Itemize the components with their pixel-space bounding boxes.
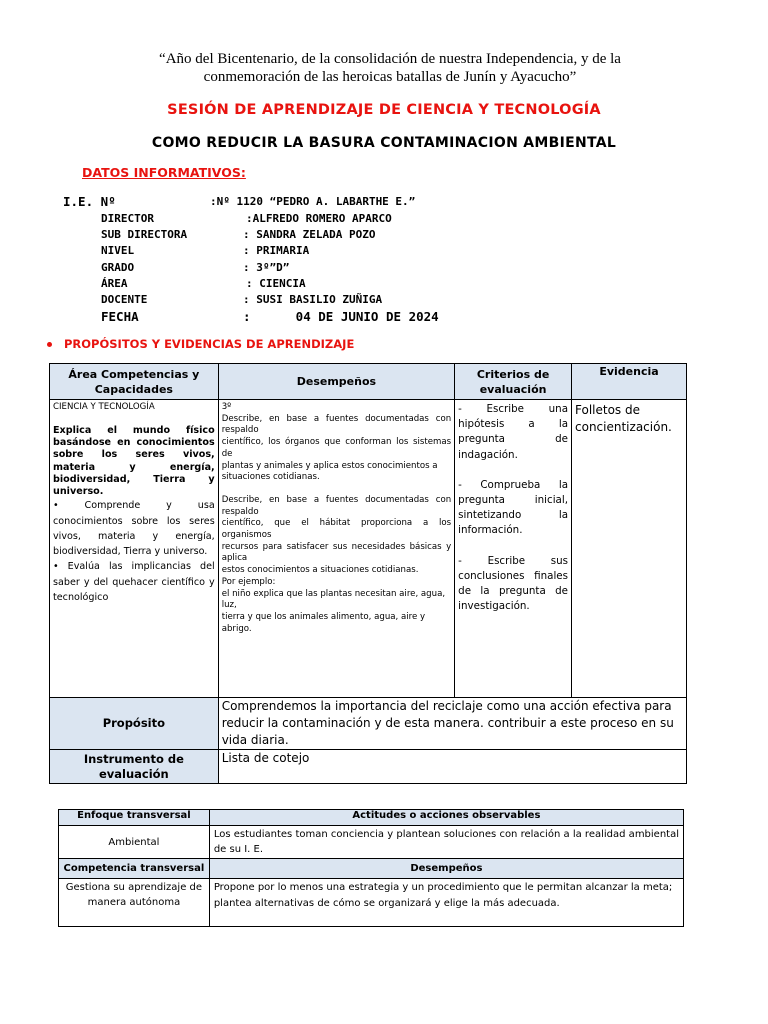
info-value-docente: : SUSI BASILIO ZUÑIGA [243,293,383,306]
motto-line-2: conmemoración de las heroicas batallas de Junín y Ayacucho” [203,69,577,85]
perf2-line: científico, que el hábitat proporciona a los organismos [221,518,452,541]
transversal-table [58,809,684,927]
evidence-cell [572,400,687,698]
perf2-line: estos conocimientos a situaciones cotidianas. [221,565,419,576]
info-value-subdirectora: : SANDRA ZELADA POZO [243,228,376,241]
section-label-datos: DATOS INFORMATIVOS: [82,165,246,180]
header-area: Área Competencias y Capacidades [50,364,219,400]
perf1-line: Describe, en base a fuentes documentadas con respaldo [221,413,452,436]
session-topic: COMO REDUCIR LA BASURA CONTAMINACION AMBIENTAL [151,135,617,151]
performance-cell [218,400,454,698]
perf1-line: científico, los órganos que conforman los sistemas de [221,437,452,459]
approach-text: Los estudiantes toman conciencia y plantean soluciones con relación a la realidad ambiental de su I. E. [209,826,683,859]
instrument-label: Instrumento de evaluación [50,750,219,784]
perf1-line: plantas y animales y aplica estos conocimientos a [221,460,438,471]
header-attitudes: Actitudes o acciones observables [209,810,683,826]
header-criteria: Criterios de evaluación [455,364,572,400]
info-label-ie: I.E. Nº [63,194,116,209]
info-label-area: ÁREA [101,277,128,290]
motto-line-1: “Año del Bicentenario, de la consolidación de nuestra Independencia, y de la [159,51,621,67]
instrument-text: Lista de cotejo [218,750,686,784]
info-label-grado: GRADO [101,261,135,274]
info-value-fecha: : 04 DE JUNIO DE 2024 [243,309,439,324]
header-evidence: Evidencia [572,364,687,400]
grade-label: 3º [221,402,232,412]
info-value-grado: : 3º”D” [243,261,290,274]
area-name: CIENCIA Y TECNOLOGÍA [53,402,155,412]
info-label-fecha: FECHA [101,309,139,324]
perf2-line: tierra y que los animales alimento, agua, aire y abrigo. [221,611,426,634]
info-label-docente: DOCENTE [101,293,148,306]
perf2-line: recursos para satisfacer sus necesidades básicas y aplica [221,541,452,564]
criterion-1: - Escribe una hipótesis a la pregunta de indagación. [458,403,569,461]
capacity-1: • Comprende y usa conocimientos sobre los seres vivos, materia y energía, biodiversidad, Tierra y universo. [53,500,215,558]
capacity-2: • Evalúa las implicancias del saber y del quehacer científico y tecnológico [53,561,215,603]
info-value-area: : CIENCIA [246,277,306,290]
purpose-text: Comprendemos la importancia del reciclaje como una acción efectiva para reducir la contaminación y de esta manera. contribuir a este proceso en su vida diaria. [218,698,686,750]
evidence-text: Folletos de concientización. [575,403,672,434]
info-label-director: DIRECTOR [101,212,154,225]
competence-name: Gestiona su aprendizaje de manera autónoma [59,879,210,927]
competence-text: Propone por lo menos una estrategia y un procedimiento que le permitan alcanzar la meta; plantea alternativas de cómo se organizará y elige la más adecuada. [209,879,683,927]
perf2-line: el niño explica que las plantas necesitan aire, agua, luz, [221,588,446,611]
competence-text: Explica el mundo físico basándose en conocimientos sobre los seres vivos, materia y energía, biodiversidad, Tierra y universo. [53,424,215,498]
criterion-2: - Comprueba la pregunta inicial, sintetizando la información. [458,478,569,537]
purpose-label: Propósito [50,698,219,750]
purposes-heading-text: PROPÓSITOS Y EVIDENCIAS DE APRENDIZAJE [64,337,355,351]
perf2-line: Por ejemplo: [221,576,276,587]
approach-name: Ambiental [59,826,210,859]
header-performance: Desempeños [218,364,454,400]
info-label-nivel: NIVEL [101,244,135,257]
purposes-table [49,363,687,784]
info-value-ie: :Nº 1120 “PEDRO A. LABARTHE E.” [210,195,416,208]
info-value-director: :ALFREDO ROMERO APARCO [246,212,392,225]
info-value-nivel: : PRIMARIA [243,244,310,257]
criterion-3: - Escribe sus conclusiones finales de la pregunta de investigación. [458,554,569,613]
bullet-dot-icon [47,342,52,347]
perf2-line: Describe, en base a fuentes documentadas con respaldo [221,494,452,517]
header-performance-2: Desempeños [209,859,683,879]
purposes-heading [47,337,354,351]
perf1-line: situaciones cotidianas. [221,472,320,483]
area-cell [50,400,219,698]
header-approach: Enfoque transversal [59,810,210,826]
motto [130,50,650,86]
session-title: SESIÓN DE APRENDIZAJE DE CIENCIA Y TECNOLOGÍA [167,102,601,118]
info-label-subdirectora: SUB DIRECTORA [101,228,188,241]
criteria-cell [455,400,572,698]
header-competence: Competencia transversal [59,859,210,879]
